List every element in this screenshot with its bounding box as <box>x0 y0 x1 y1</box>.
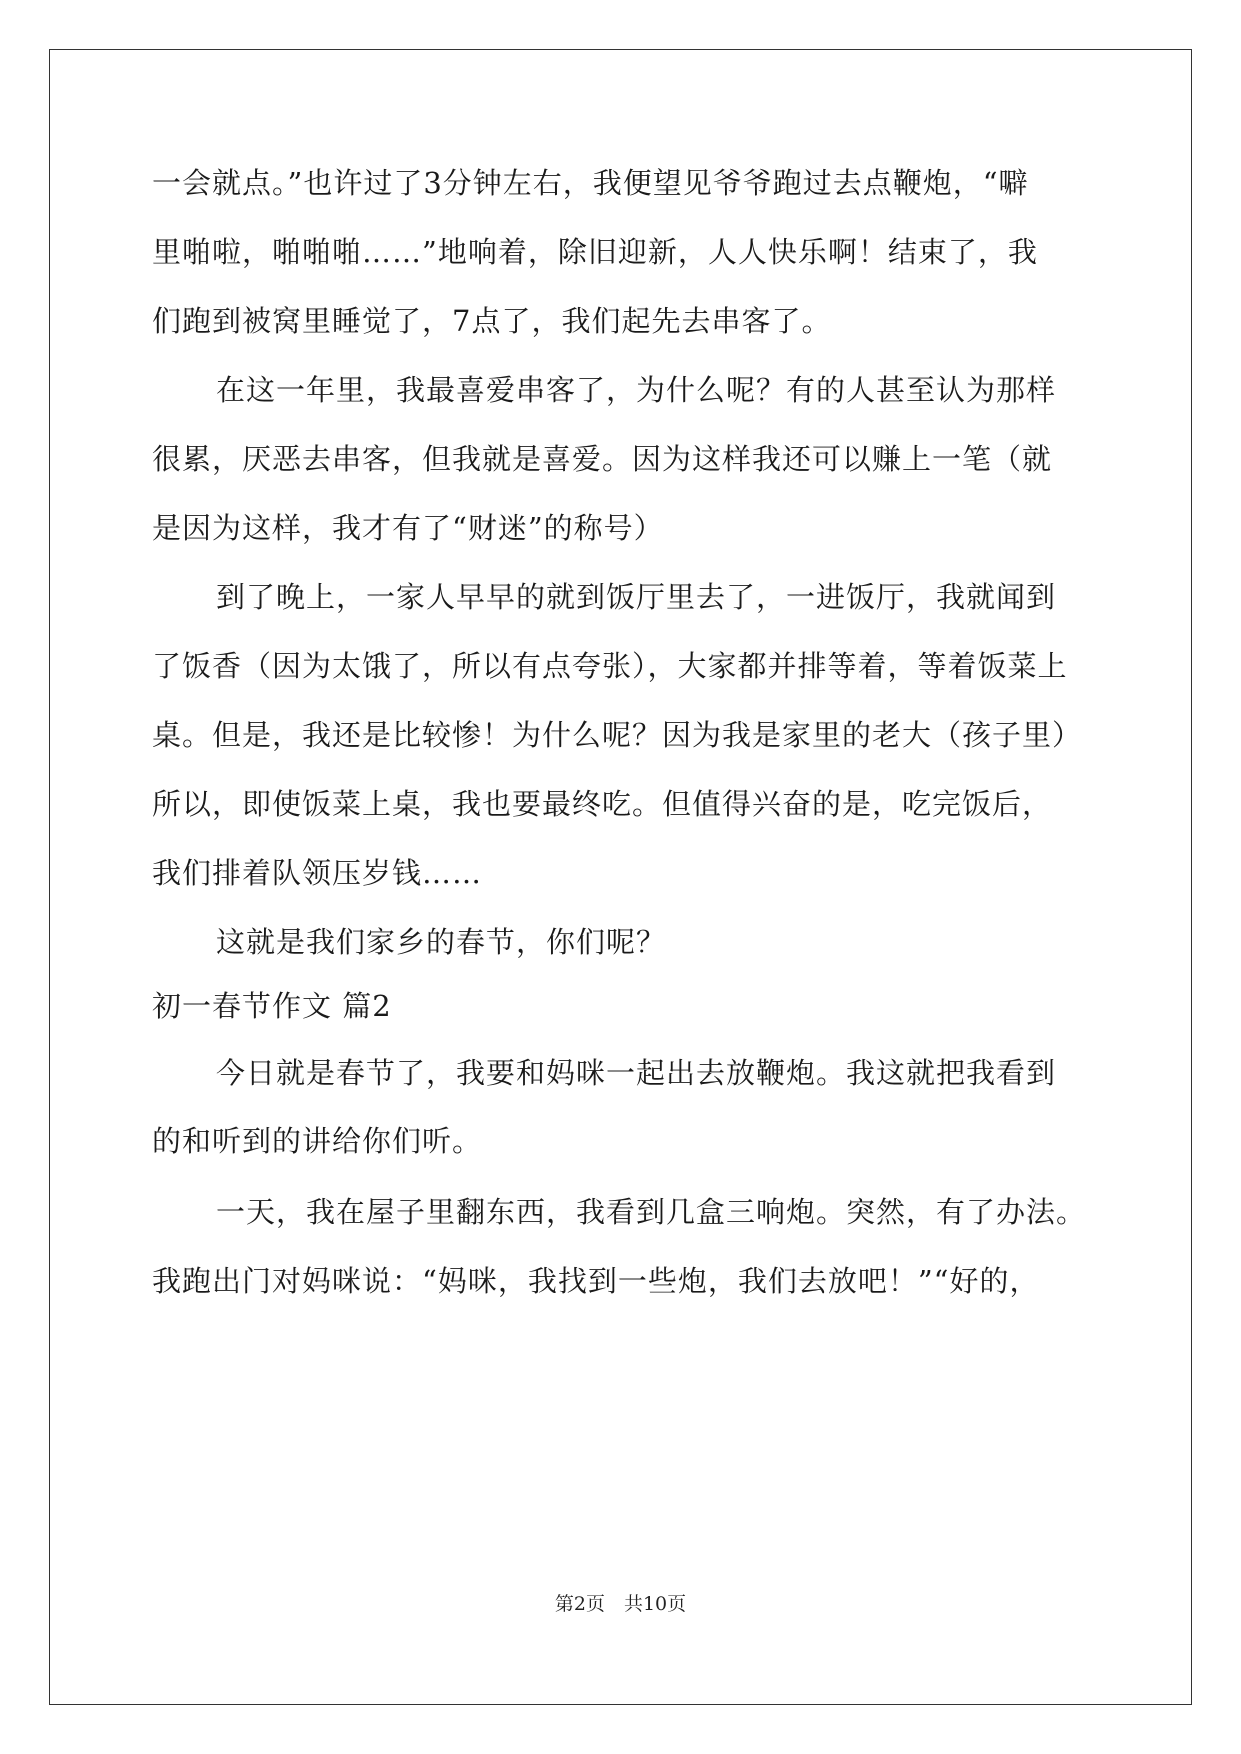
paragraph-start: 这就是我们家乡的春节，你们呢？ <box>216 925 667 959</box>
paragraph-start: 在这一年里，我最喜爱串客了，为什么呢？有的人甚至认为那样 <box>216 373 1057 407</box>
text-line: 很累，厌恶去串客，但我就是喜爱。因为这样我还可以赚上一笔（就 <box>152 442 1053 476</box>
text-line: 们跑到被窝里睡觉了，7点了，我们起先去串客了。 <box>152 304 832 338</box>
section-heading: 初一春节作文 篇2 <box>152 989 392 1023</box>
text-line: 我跑出门对妈咪说：“妈咪，我找到一些炮，我们去放吧！”“好的， <box>152 1264 1040 1298</box>
text-line: 了饭香（因为太饿了，所以有点夸张），大家都并排等着，等着饭菜上 <box>152 649 1068 683</box>
paragraph-start: 到了晚上，一家人早早的就到饭厅里去了，一进饭厅，我就闻到 <box>216 580 1057 614</box>
text-line: 是因为这样，我才有了“财迷”的称号） <box>152 511 664 545</box>
text-line: 我们排着队领压岁钱…… <box>152 856 483 890</box>
paragraph-start: 今日就是春节了，我要和妈咪一起出去放鞭炮。我这就把我看到 <box>216 1056 1057 1090</box>
text-line: 里啪啦，啪啪啪……”地响着，除旧迎新，人人快乐啊！结束了，我 <box>152 235 1038 269</box>
text-line: 的和听到的讲给你们听。 <box>152 1124 483 1158</box>
text-line: 一会就点。”也许过了3分钟左右，我便望见爷爷跑过去点鞭炮，“噼 <box>152 166 1029 200</box>
text-line: 桌。但是，我还是比较惨！为什么呢？因为我是家里的老大（孩子里） <box>152 718 1083 752</box>
paragraph-start: 一天，我在屋子里翻东西，我看到几盒三响炮。突然，有了办法。 <box>216 1195 1087 1229</box>
text-line: 所以，即使饭菜上桌，我也要最终吃。但值得兴奋的是，吃完饭后， <box>152 787 1053 821</box>
page-number-footer: 第2页 共10页 <box>554 1593 687 1615</box>
